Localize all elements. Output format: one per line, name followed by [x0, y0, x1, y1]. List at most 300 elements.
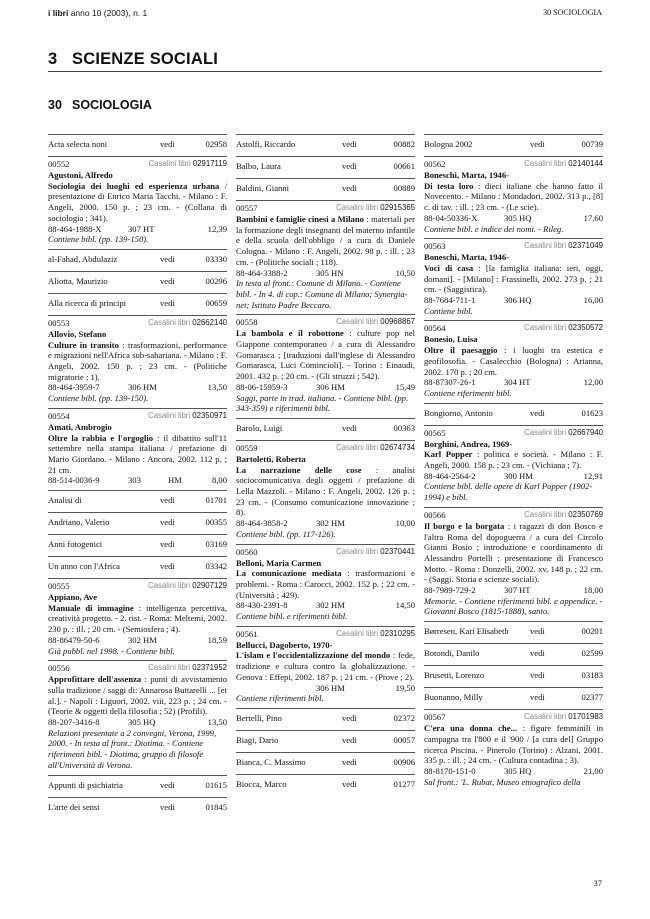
xref-code: 01623	[581, 407, 603, 418]
entry-number: 00559	[236, 442, 258, 453]
price: 18,59	[207, 634, 227, 645]
isbn: 88-87307-26-1	[424, 377, 476, 388]
cross-reference	[236, 134, 415, 156]
entry-author: Allovio, Stefano	[48, 328, 107, 339]
entry-author: Boneschi, Marta, 1946-	[424, 252, 509, 263]
cross-reference	[424, 665, 603, 687]
entry-number: 00556	[48, 663, 70, 674]
xref-code: 03169	[205, 539, 227, 550]
entry-header	[48, 411, 227, 422]
entry-details: : intelligenza percettiva, creatività progetto. - 2. rist. - Roma: Meltemi, 2002. 230 p. : ill. ; 20 cm. - (Semiosfera ; 4).	[48, 602, 227, 635]
cross-reference	[424, 643, 603, 665]
isbn-line	[236, 382, 415, 393]
entry-header	[236, 203, 415, 214]
chapter-title: 3 SCIENZE SOCIALI	[48, 50, 219, 68]
entry-header	[236, 317, 415, 328]
cross-reference	[48, 249, 227, 271]
price: 12,39	[207, 223, 227, 234]
isbn-line	[424, 585, 603, 596]
xref-code: 00659	[205, 297, 227, 308]
cross-reference	[48, 490, 227, 512]
entry-title: Culture in transito	[48, 339, 119, 350]
casalini-label: Casalini libri	[524, 323, 567, 333]
isbn: 88-514-0036-9	[48, 475, 100, 486]
entry-note: Contiene bibl. delle opere di Karl Popper (1902-1994) e bibl.	[424, 481, 593, 503]
isbn: 88-04-50336-X	[424, 212, 478, 223]
classification: 302 HM	[316, 600, 345, 611]
isbn-line	[48, 475, 227, 486]
isbn-line	[48, 717, 227, 728]
entry-note: Già pubbl. nel 1998. - Contiene bibl.	[48, 645, 175, 656]
xref-vedi: vedi	[530, 407, 545, 418]
price: 19,50	[395, 682, 415, 693]
casalini-number: 02371952	[192, 663, 227, 673]
entry-number: 00554	[48, 410, 70, 421]
entry-description	[236, 568, 415, 600]
bibliographic-entry	[236, 440, 415, 544]
casalini-code	[148, 411, 227, 422]
entry-header	[236, 629, 415, 640]
xref-code: 03342	[205, 561, 227, 572]
entry-author: Boneschi, Marta, 1946-	[424, 170, 509, 180]
bibliographic-entry	[48, 578, 227, 660]
entry-header	[48, 159, 227, 170]
casalini-code	[524, 510, 603, 521]
isbn-line	[48, 224, 227, 235]
entry-author: Borghini, Andrea, 1969-	[424, 438, 513, 449]
isbn-line	[236, 600, 415, 611]
entry-details: : dieci italiane che hanno fatto il Novecento. - Milano : Mondadori, 2002. 313 p., [8] c. di tav. : ill. ; 23 cm. - (Le scie).	[424, 180, 603, 213]
cross-reference	[424, 134, 603, 156]
xref-vedi: vedi	[160, 275, 175, 286]
bibliographic-entry	[424, 320, 603, 402]
entry-author: Belloni, Maria Carmen	[236, 557, 322, 568]
xref-name: Børresen, Kari Elisabeth	[424, 626, 509, 637]
casalini-number: 02674734	[380, 442, 415, 452]
xref-name: Biagi, Dario	[236, 734, 279, 745]
entry-number: 00555	[48, 581, 70, 592]
classification: 306 HQ	[504, 295, 532, 306]
isbn-line	[236, 683, 415, 694]
entry-details: : i ragazzi di don Bosco e l'altra Roma del dopoguerra / a cura del Circolo Gianni Bosio ; introduzione e coordinamento di Alessandro Portelli ; presentazione di Francesco Motto. - Roma : Donzelli, 2002. xv, 148 p. ; 22 cm. - (Saggi. Storia e scienze sociali).	[424, 520, 603, 585]
xref-vedi: vedi	[160, 297, 175, 308]
xref-code: 00906	[393, 756, 415, 767]
entry-number: 00557	[236, 203, 258, 213]
classification: 305 HQ	[128, 717, 156, 728]
xref-name: Alla ricerca di principi	[48, 297, 127, 308]
cross-reference	[48, 797, 227, 819]
casalini-code	[336, 317, 415, 328]
classification: 307 HT	[504, 585, 531, 596]
xref-vedi: vedi	[160, 779, 175, 790]
xref-vedi: vedi	[342, 756, 357, 767]
casalini-code	[148, 318, 227, 329]
xref-name: Buonanno, Milly	[424, 692, 483, 703]
casalini-number: 02907129	[192, 581, 227, 591]
classification: 305 HN	[316, 267, 344, 278]
xref-code: 00057	[393, 734, 415, 745]
casalini-number: 02350769	[568, 509, 603, 519]
entry-header	[424, 159, 603, 170]
xref-code: 02599	[581, 648, 603, 659]
xref-vedi: vedi	[530, 139, 545, 149]
isbn: 88-464-2564-2	[424, 470, 476, 481]
entry-number: 00560	[236, 546, 258, 557]
entry-title: Karl Popper	[424, 449, 473, 460]
entry-description	[424, 723, 603, 766]
entry-details: : culture pop nel Giappone contemporaneo / a cura di Alessandro Gomarasca ; [traduzioni dall'inglese di Alessandro Gomarasca, Luci Comincioli]. - Torino : Einaudi, 2001. 432 p. ; 20 cm. - (Gli struzzi ; 542).	[236, 328, 415, 382]
casalini-code	[524, 712, 603, 723]
casalini-code	[336, 203, 415, 214]
xref-name: Acta selecta noni	[48, 139, 108, 149]
casalini-label: Casalini libri	[336, 317, 379, 327]
price: 13,50	[207, 717, 227, 728]
entry-details: : trasformazioni e problemi. - Roma : Carocci, 2002. 152 p. ; 22 cm. - (Università ; 429).	[236, 568, 415, 600]
entry-note: Contiene bibl.	[424, 305, 473, 316]
entry-description	[424, 449, 603, 470]
xref-code: 01845	[205, 801, 227, 812]
casalini-number: 02370441	[380, 546, 415, 556]
column-1	[48, 134, 227, 819]
xref-name: Bertelli, Pino	[236, 712, 282, 723]
classification: 302 HM	[316, 518, 345, 529]
entry-note: Memorie. - Contiene riferimenti bibl. e appendice. - Giovanni Bosco (1815-1888), santo.	[424, 595, 603, 617]
xref-name: al-Fahad, Abdulaziz	[48, 253, 118, 264]
casalini-code	[336, 443, 415, 454]
xref-code: 00201	[581, 626, 603, 637]
casalini-number: 02915365	[380, 203, 415, 212]
entry-title: C'era una donna che...	[424, 723, 518, 734]
cross-reference	[48, 271, 227, 293]
casalini-label: Casalini libri	[148, 581, 191, 591]
entry-title: La bambola e il robottone	[236, 328, 344, 339]
entry-title: Bambini e famiglie cinesi a Milano	[236, 214, 364, 224]
price: 15,49	[395, 381, 415, 392]
casalini-label: Casalini libri	[148, 159, 191, 168]
casalini-label: Casalini libri	[148, 317, 191, 327]
classification-lc: HM	[168, 475, 182, 486]
entry-header	[236, 443, 415, 454]
casalini-number: 02917119	[192, 159, 227, 168]
isbn: 88-464-3959-7	[48, 382, 100, 393]
xref-name: Bongiorno, Antonio	[424, 407, 493, 418]
xref-vedi: vedi	[342, 422, 357, 433]
casalini-label: Casalini libri	[524, 159, 567, 168]
entry-details: : figure femminili in campagna tra l'800 e il '900 / [a cura del] Gruppo ricerca Piscina. - Pinerolo (Torino) : Alzani, 2001. 335 p. : ill. ; 24 cm. - (Cultura contadina ; 3).	[424, 723, 604, 766]
casalini-label: Casalini libri	[336, 442, 379, 452]
entry-details: : punti di avvistamento sulla tradizione / saggi di: Annarosa Buttarelli ... [et al.]. - Napoli : Liguori, 2002. viii, 223 p. ; 24 cm. - (Teorie & oggetti della filosofia ; 52) (Profili).	[48, 674, 227, 717]
xref-code: 00889	[393, 183, 415, 193]
entry-note: Saggi, parte in trad. italiana. - Contiene bibl. (pp. 343-359) e riferimenti bibl.	[236, 392, 409, 414]
bibliographic-entry	[236, 200, 415, 314]
entry-header	[424, 712, 603, 723]
entry-description	[236, 328, 415, 382]
cross-reference	[424, 403, 603, 425]
entry-number: 00552	[48, 159, 70, 169]
bibliographic-entry	[424, 238, 603, 320]
classification: 306 HM	[128, 382, 157, 393]
entry-author: Bartoletti, Roberta	[236, 453, 306, 464]
cross-reference	[236, 178, 415, 200]
classification: 305 HQ	[504, 212, 532, 223]
bibliographic-entry	[236, 626, 415, 708]
entry-note: Contiene bibl. (pp. 117-126).	[236, 528, 336, 539]
entry-description	[236, 465, 415, 519]
classification: 300 HM	[504, 470, 533, 481]
entry-note: Contiene bibl. (pp. 139-150).	[48, 393, 149, 404]
cross-reference	[236, 156, 415, 178]
isbn: 88-464-3858-2	[236, 518, 288, 529]
entry-author: Agustoni, Alfredo	[48, 170, 113, 180]
entry-author: Bellucci, Dagoberto, 1970-	[236, 639, 333, 650]
xref-name: Barolo, Luigi	[236, 422, 283, 433]
casalini-number: 02371049	[568, 241, 603, 251]
entry-note: Contiene bibl. e riferimenti bibl.	[236, 611, 348, 622]
xref-vedi: vedi	[342, 712, 357, 723]
xref-vedi: vedi	[160, 253, 175, 264]
entry-note: Contiene bibl. (pp. 139-150).	[48, 234, 149, 245]
xref-code: 01615	[205, 779, 227, 790]
entry-details: : materiali per la formazione degli insegnanti del materno infantile e della scuola dell'obbligo / a cura di Daniele Cologna. - Milano : F. Angeli, 2002. 98 p. : ill. ; 23 cm. - (Politiche sociali ; 118).	[236, 214, 415, 267]
bibliographic-entry	[424, 709, 603, 791]
xref-vedi: vedi	[530, 648, 545, 659]
price: 14,50	[395, 600, 415, 611]
casalini-code	[524, 241, 603, 252]
isbn: 88-464-1988-X	[48, 223, 102, 234]
entry-number: 00563	[424, 241, 446, 252]
casalini-code	[524, 428, 603, 439]
classification: 306 HM	[316, 381, 345, 392]
entry-note: Relazioni presentate a 2 convegni, Verona, 1999, 2000. - In testa al front.: Diotima. - Contiene riferimenti bibl. - Diotima, gruppo di filosofe all'Università di Verona.	[48, 727, 217, 770]
entry-title: Voci di casa	[424, 262, 474, 273]
xref-name: Andriano, Valerio	[48, 517, 110, 528]
entry-title: Sociologia dei luoghi ed esperienza urbana	[48, 180, 220, 191]
entry-description	[236, 214, 415, 268]
entry-description	[48, 181, 227, 224]
casalini-label: Casalini libri	[524, 427, 567, 437]
entry-number: 00562	[424, 159, 446, 169]
entry-note: Sul front.: 'L. Rubat, Museo etnografico della	[424, 776, 581, 787]
price: 21,00	[583, 765, 603, 776]
casalini-number: 02667940	[568, 427, 603, 437]
bibliographic-entry	[48, 408, 227, 490]
cross-reference	[48, 556, 227, 578]
xref-code: 00296	[205, 275, 227, 286]
isbn-line	[48, 382, 227, 393]
section-title: 30 SOCIOLOGIA	[48, 98, 152, 112]
page-number: 37	[593, 878, 602, 888]
casalini-code	[524, 323, 603, 334]
entry-header	[424, 510, 603, 521]
xref-code: 01701	[205, 495, 227, 506]
xref-name: Biocca, Marco	[236, 778, 287, 789]
casalini-code	[148, 663, 227, 674]
entry-title: Oltre la rabbia e l'orgoglio	[48, 432, 154, 443]
entry-description	[48, 603, 227, 635]
cross-reference	[424, 687, 603, 709]
xref-code: 00739	[581, 139, 603, 149]
column-2	[236, 134, 415, 796]
entry-details: / presentazione di Enrico Maria Tacchi. - Milano : F. Angeli, 2000. 150 p. ; 23 cm. - (Collana di sociologia ; 341).	[48, 180, 227, 223]
casalini-label: Casalini libri	[336, 203, 379, 212]
entry-details: : trasformazioni, performance e migrazioni nell'Africa sub-sahariana. - Milano : F. Angeli, 2002. 150 p. ; 23 cm. - (Politiche migratorie ; 1).	[48, 339, 227, 382]
cross-reference	[48, 775, 227, 797]
casalini-code	[149, 159, 227, 170]
xref-vedi: vedi	[530, 670, 545, 681]
isbn: 88-464-3388-2	[236, 267, 288, 278]
entry-title: Approfittare dell'assenza	[48, 674, 142, 685]
cross-reference	[48, 534, 227, 556]
price: 12,91	[583, 470, 603, 481]
xref-vedi: vedi	[530, 692, 545, 703]
isbn: 88-207-3416-8	[48, 717, 100, 728]
price: 12,00	[583, 377, 603, 388]
entry-header	[48, 663, 227, 674]
entry-title: Di testa loro	[424, 180, 474, 191]
bibliographic-entry	[48, 156, 227, 249]
entry-header	[236, 547, 415, 558]
entry-description	[424, 345, 603, 377]
xref-vedi: vedi	[160, 801, 175, 812]
entry-number: 00565	[424, 427, 446, 438]
xref-name: Bologna 2002	[424, 139, 473, 149]
entry-details: : il dibattito sull'11 settembre nella stampa italiana / prefazione di Mario Giordano. - Milano : Ancora, 2002. 112 p. ; 21 cm.	[48, 432, 227, 475]
xref-vedi: vedi	[342, 161, 357, 171]
xref-name: Brusetti, Lorenzo	[424, 670, 485, 681]
xref-vedi: vedi	[342, 778, 357, 789]
isbn: 88-86479-50-6	[48, 634, 100, 645]
entry-header	[48, 318, 227, 329]
entry-description	[48, 433, 227, 476]
entry-note: In testa al front.: Comune di Milano. - Contiene bibl. - In 4. di cop.: Comune di Milano; Synergia-net; Istituto Padre Beccaro.	[236, 278, 408, 310]
section-running-title: 30 SOCIOLOGIA	[543, 8, 602, 17]
xref-code: 00661	[393, 161, 415, 171]
classification: 305 HQ	[504, 765, 532, 776]
entry-author: Appiano, Ave	[48, 592, 98, 603]
xref-code: 00363	[393, 422, 415, 433]
casalini-number: 00968867	[380, 317, 415, 327]
isbn: 88-7989-729-2	[424, 585, 476, 596]
xref-code: 01277	[393, 778, 415, 789]
xref-code: 02372	[393, 712, 415, 723]
entry-details: : politica e società. - Milano : F. Angeli, 2000. 158 p. ; 23 cm. - (Vichiana ; 7).	[424, 449, 603, 471]
column-3	[424, 134, 603, 791]
entry-title: La comunicazione mediata	[236, 568, 342, 579]
casalini-code	[524, 159, 603, 170]
xref-vedi: vedi	[342, 139, 357, 149]
xref-code: 02377	[581, 692, 603, 703]
xref-name: Bianca, C. Massimo	[236, 756, 306, 767]
xref-vedi: vedi	[160, 139, 175, 149]
price: 10,50	[395, 267, 415, 278]
xref-name: Aliotta, Maurizio	[48, 275, 108, 286]
xref-name: Astolfi, Riccardo	[236, 139, 296, 149]
cross-reference	[236, 730, 415, 752]
isbn: 88-7684-711-1	[424, 295, 476, 306]
cross-reference	[48, 512, 227, 534]
xref-vedi: vedi	[160, 539, 175, 550]
casalini-code	[336, 629, 415, 640]
entry-note: Contiene riferimenti bibl.	[424, 387, 512, 398]
xref-vedi: vedi	[160, 517, 175, 528]
casalini-label: Casalini libri	[524, 712, 567, 722]
xref-name: Un anno con l'Africa	[48, 561, 120, 572]
entry-description	[48, 674, 227, 717]
cross-reference	[424, 621, 603, 643]
entry-description	[236, 650, 415, 682]
xref-code: 03330	[205, 253, 227, 264]
entry-header	[424, 323, 603, 334]
entry-number: 00564	[424, 323, 446, 334]
classification: 306 HM	[316, 682, 345, 693]
bibliographic-entry	[424, 507, 603, 621]
entry-details: : analisi sociocomunicativa degli oggetti / prefazione di Lella Mazzoli. - Milano : F. Angeli, 2002. 126 p. ; 23 cm. - (Consumo comunicazione innovazione ; 8).	[236, 464, 415, 518]
xref-code: 02958	[205, 139, 227, 149]
price: 18,00	[583, 585, 603, 596]
entry-title: Manuale di immagine	[48, 602, 134, 613]
price: 13,50	[207, 382, 227, 393]
entry-details: : [la famiglia italiana: ieri, oggi, domani]. - [Milano] : Frassinelli, 2002. 273 p. ; 21 cm. - (Saggistica).	[424, 262, 603, 295]
xref-vedi: vedi	[342, 734, 357, 745]
entry-header	[48, 581, 227, 592]
entry-number: 00567	[424, 712, 446, 723]
isbn-line	[424, 213, 603, 224]
isbn-line	[236, 268, 415, 279]
entry-details: : fede, tradizione e cultura contro la globalizzazione. - Genova : Effepi, 2002. 187 p. ; 21 cm. - (Prove ; 2).	[236, 650, 415, 682]
bibliographic-entry	[48, 660, 227, 774]
entry-number: 00558	[236, 317, 258, 328]
xref-name: L'arte dei sensi	[48, 801, 100, 812]
classification: 302 HM	[128, 634, 157, 645]
entry-number: 00553	[48, 317, 70, 328]
entry-number: 00561	[236, 628, 258, 639]
cross-reference	[48, 293, 227, 315]
cross-reference	[236, 418, 415, 440]
casalini-number: 02140144	[568, 159, 603, 168]
casalini-number: 02350572	[568, 323, 603, 333]
bibliographic-entry	[424, 156, 603, 238]
isbn: 88-06-15959-3	[236, 381, 288, 392]
casalini-label: Casalini libri	[336, 628, 379, 638]
casalini-code	[148, 581, 227, 592]
entry-description	[48, 340, 227, 383]
classification: 307 HT	[128, 223, 155, 234]
cross-reference	[48, 134, 227, 156]
xref-code: 00882	[393, 139, 415, 149]
cross-reference	[236, 774, 415, 796]
classification: 304 HT	[504, 377, 531, 388]
price: 8,00	[211, 475, 227, 486]
casalini-number: 02350971	[192, 410, 227, 420]
isbn-line	[424, 295, 603, 306]
price: 17,60	[583, 212, 603, 223]
xref-vedi: vedi	[342, 183, 357, 193]
casalini-label: Casalini libri	[148, 663, 191, 673]
entry-note: Contiene riferimenti bibl.	[236, 693, 324, 704]
xref-name: Balbo, Laura	[236, 161, 281, 171]
casalini-label: Casalini libri	[524, 509, 567, 519]
entry-description	[424, 263, 603, 295]
cross-reference	[236, 752, 415, 774]
running-header	[48, 8, 602, 22]
xref-vedi: vedi	[160, 495, 175, 506]
xref-vedi: vedi	[530, 626, 545, 637]
price: 16,00	[583, 295, 603, 306]
xref-code: 00355	[205, 517, 227, 528]
entry-title: Il borgo e la borgata	[424, 520, 505, 531]
casalini-code	[336, 547, 415, 558]
price: 10,00	[395, 518, 415, 529]
